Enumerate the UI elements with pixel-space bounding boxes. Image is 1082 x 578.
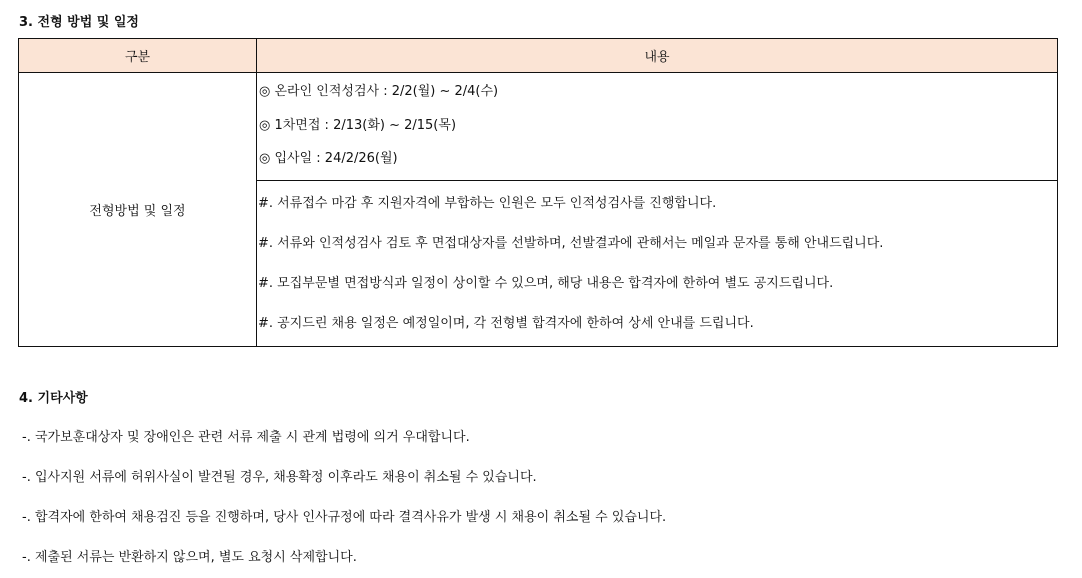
note-item: #. 서류와 인적성검사 검토 후 면접대상자를 선발하며, 선발결과에 관해서는 메일과 문자를 통해 안내드립니다.: [258, 235, 884, 251]
header-content: 내용: [257, 39, 1058, 73]
list-item: -. 제출된 서류는 반환하지 않으며, 별도 요청시 삭제합니다.: [22, 550, 357, 565]
content-cell: [257, 73, 1058, 347]
schedule-table: [18, 38, 1058, 347]
table-row: [19, 73, 1058, 347]
note-item: #. 모집부문별 면접방식과 일정이 상이할 수 있으며, 해당 내용은 합격자에 한하여 별도 공지드립니다.: [258, 275, 834, 291]
list-item: -. 국가보훈대상자 및 장애인은 관련 서류 제출 시 관계 법령에 의거 우대합니다.: [22, 430, 470, 445]
list-item: -. 입사지원 서류에 허위사실이 발견될 경우, 채용확정 이후라도 채용이 취소될 수 있습니다.: [22, 470, 537, 485]
list-item: -. 합격자에 한하여 채용검진 등을 진행하며, 당사 인사규정에 따라 결격사유가 발생 시 채용이 취소될 수 있습니다.: [22, 510, 667, 525]
schedule-item: ◎ 입사일 : 24/2/26(월): [259, 151, 398, 166]
notes-block: [257, 181, 1057, 346]
note-item: #. 서류접수 마감 후 지원자격에 부합하는 인원은 모두 인적성검사를 진행합니다.: [258, 195, 717, 211]
schedule-item: ◎ 온라인 인적성검사 : 2/2(월) ~ 2/4(수): [259, 84, 499, 99]
etc-list: [22, 418, 666, 578]
category-cell: 전형방법 및 일정: [19, 73, 257, 347]
table-header-row: [19, 39, 1058, 73]
note-item: #. 공지드린 채용 일정은 예정일이며, 각 전형별 합격자에 한하여 상세 안내를 드립니다.: [258, 315, 754, 331]
section-3-title: 3. 전형 방법 및 일정: [19, 15, 139, 30]
section-4-title: 4. 기타사항: [19, 391, 88, 406]
header-category: 구분: [19, 39, 257, 73]
schedule-block: [257, 73, 1057, 181]
schedule-item: ◎ 1차면접 : 2/13(화) ~ 2/15(목): [259, 117, 457, 133]
